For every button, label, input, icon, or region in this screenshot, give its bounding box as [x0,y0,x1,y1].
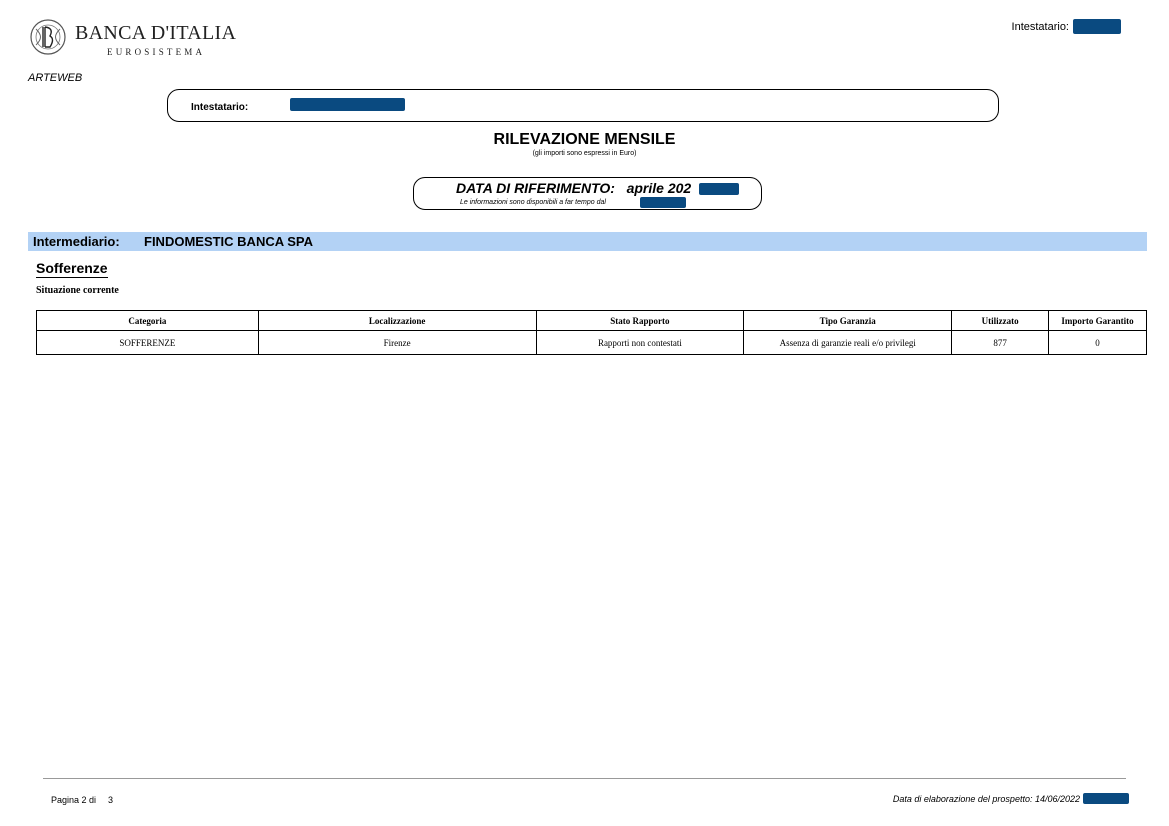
reference-date [456,180,691,196]
section-subtitle: Situazione corrente [36,285,119,296]
processing-date-text: Data di elaborazione del prospetto: 14/06/2022 [892,793,1080,804]
table-header-row [37,311,1147,331]
intermediary-value: FINDOMESTIC BANCA SPA [144,234,313,249]
processing-redaction [1083,793,1129,804]
processing-date [893,793,1129,804]
column-header: Tipo Garanzia [744,311,952,331]
section-title: Sofferenze [36,260,108,276]
top-holder [1012,19,1121,34]
table-cell: Rapporti non contestati [536,331,744,355]
holder-box [167,89,999,122]
table-cell: 0 [1049,331,1147,355]
table-row [37,331,1147,355]
table-cell: SOFFERENZE [37,331,259,355]
report-subtitle: (gli importi sono espressi in Euro) [532,150,637,157]
page-total: 3 [108,795,114,805]
page-label: Pagina 2 di [51,795,97,805]
column-header: Utilizzato [952,311,1049,331]
intermediary-band [28,232,1147,251]
app-name: ARTEWEB [28,72,83,84]
reference-redaction [699,183,739,195]
column-header: Importo Garantito [1049,311,1147,331]
reference-value: aprile 202 [626,180,692,196]
report-title: RILEVAZIONE MENSILE [493,131,676,148]
footer-divider [43,778,1126,779]
availability-note: Le informazioni sono disponibili a far tempo dal [460,199,606,206]
column-header: Localizzazione [258,311,536,331]
bank-logo [28,17,258,65]
reference-label: DATA DI RIFERIMENTO: [456,180,615,196]
holder-redaction [290,98,405,111]
intermediary-label: Intermediario: [33,234,120,249]
bank-emblem-icon [28,17,68,57]
logo-name: BANCA D'ITALIA [75,22,237,44]
exposure-table [36,310,1147,355]
table-cell: Assenza di garanzie reali e/o privilegi [744,331,952,355]
column-header: Categoria [37,311,259,331]
holder-label: Intestatario: [191,102,249,113]
redaction-block [1073,19,1121,34]
table-cell: 877 [952,331,1049,355]
table-cell: Firenze [258,331,536,355]
column-header: Stato Rapporto [536,311,744,331]
logo-subtitle: EUROSISTEMA [107,47,206,57]
reference-date-box [413,177,762,210]
top-holder-label: Intestatario: [1011,20,1069,33]
availability-redaction [640,197,686,208]
page-indicator [51,795,113,805]
